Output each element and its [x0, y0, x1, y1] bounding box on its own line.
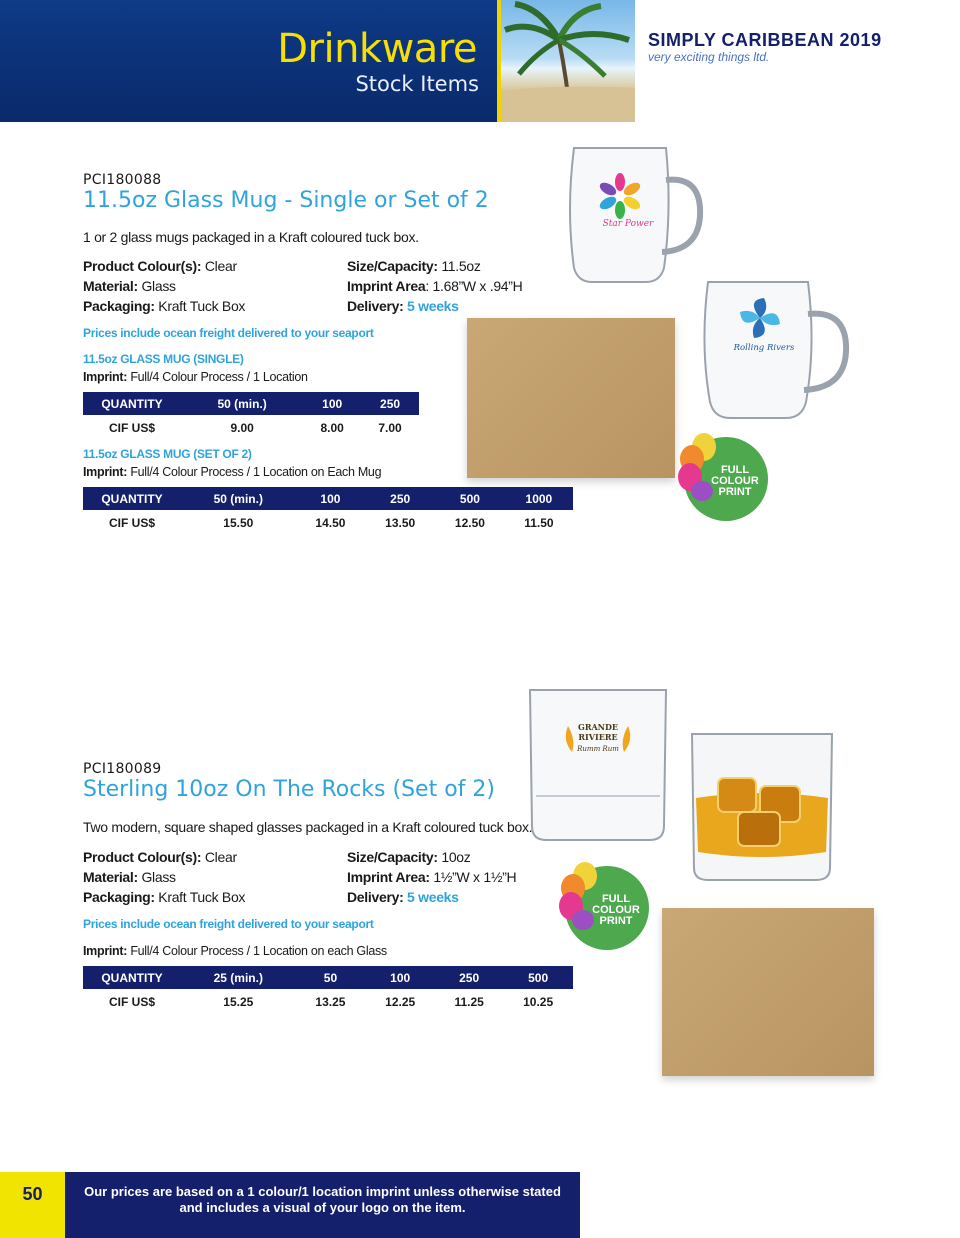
quantity-cell: 25 (min.) [181, 966, 296, 989]
quantity-header: QUANTITY [83, 966, 181, 989]
quantity-cell: 250 [361, 392, 419, 415]
spec-imprint-area: Imprint Area: 1.68”W x .94”H [347, 278, 523, 294]
price-cell: 14.50 [315, 516, 346, 530]
glass-mug-star-power-image [562, 140, 712, 290]
price-row [83, 989, 573, 1015]
quantity-cell: 250 [435, 966, 503, 989]
price-cell: 13.50 [385, 516, 416, 530]
quantity-cell: 500 [435, 487, 505, 510]
brand-name: SIMPLY CARIBBEAN 2019 [648, 30, 882, 50]
product-title: Sterling 10oz On The Rocks (Set of 2) [83, 777, 495, 802]
price-table-heading: 11.5oz GLASS MUG (SET OF 2) [83, 447, 252, 461]
price-cell: 7.00 [378, 421, 402, 435]
page-title: Drinkware [277, 26, 477, 72]
glass-label-line-3: Rumm Rum [577, 745, 619, 753]
spec-colour: Product Colour(s): Clear [83, 258, 237, 274]
footer-line-2: and includes a visual of your logo on the item. [179, 1200, 466, 1215]
spec-packaging: Packaging: Kraft Tuck Box [83, 889, 246, 905]
glass-mug-rolling-rivers-image [698, 274, 858, 426]
full-colour-print-badge [684, 437, 768, 521]
imprint-method: Imprint: Full/4 Colour Process / 1 Location on each Glass [83, 944, 387, 958]
product-title: 11.5oz Glass Mug - Single or Set of 2 [83, 188, 489, 213]
spec-packaging: Packaging: Kraft Tuck Box [83, 298, 246, 314]
mug-label-rolling-rivers: Rolling Rivers [733, 343, 795, 353]
brand-block [635, 0, 960, 122]
price-table-rocks [83, 966, 573, 1015]
page-number: 50 [22, 1184, 43, 1204]
quantity-cell: 500 [503, 966, 573, 989]
price-cell: 12.25 [385, 995, 416, 1009]
price-cell: 9.00 [230, 421, 254, 435]
quantity-cell: 50 (min.) [181, 487, 296, 510]
imprint-method: Imprint: Full/4 Colour Process / 1 Location on Each Mug [83, 465, 382, 479]
freight-note: Prices include ocean freight delivered to your seaport [83, 917, 374, 931]
page-number-block [0, 1172, 65, 1238]
price-table-heading: 11.5oz GLASS MUG (SINGLE) [83, 352, 244, 366]
rocks-glass-logo-image [524, 686, 672, 846]
price-row-label: CIF US$ [108, 421, 155, 435]
product-sku: PCI180089 [83, 761, 162, 777]
imprint-method: Imprint: Full/4 Colour Process / 1 Location [83, 370, 308, 384]
footer-line-1: Our prices are based on a 1 colour/1 location imprint unless otherwise stated [84, 1184, 561, 1199]
header-band [0, 0, 497, 122]
quantity-cell: 50 (min.) [181, 392, 303, 415]
price-row [83, 415, 419, 441]
mug-label-star-power: Star Power [602, 219, 654, 229]
spec-imprint-area: Imprint Area: 1½”W x 1½”H [347, 869, 517, 885]
price-table-set-of-2 [83, 487, 573, 536]
spec-delivery: Delivery: 5 weeks [347, 889, 459, 905]
badge-label: FULL COLOUR PRINT [711, 464, 759, 498]
spec-size: Size/Capacity: 11.5oz [347, 258, 481, 274]
spec-material: Material: Glass [83, 869, 176, 885]
price-cell: 13.25 [315, 995, 346, 1009]
freight-note: Prices include ocean freight delivered to your seaport [83, 326, 374, 340]
spec-size: Size/Capacity: 10oz [347, 849, 471, 865]
quantity-cell: 250 [365, 487, 435, 510]
price-cell: 12.50 [454, 516, 485, 530]
quantity-row [83, 966, 573, 989]
brand-tagline: very exciting things ltd. [648, 50, 770, 64]
quantity-cell: 100 [296, 487, 366, 510]
spec-delivery: Delivery: 5 weeks [347, 298, 459, 314]
quantity-row [83, 392, 419, 415]
footer-note [65, 1184, 580, 1216]
product-description: Two modern, square shaped glasses packaged in a Kraft coloured tuck box. [83, 819, 533, 835]
price-table-single [83, 392, 419, 441]
full-colour-print-badge [565, 866, 649, 950]
glass-label-line-2: RIVIERE [578, 732, 618, 742]
price-cell: 15.50 [223, 516, 254, 530]
price-cell: 10.25 [523, 995, 554, 1009]
price-cell: 11.50 [524, 516, 554, 530]
price-row-label: CIF US$ [108, 995, 155, 1009]
quantity-row [83, 487, 573, 510]
beach-photo [497, 0, 635, 122]
kraft-tuck-box-image [467, 318, 675, 478]
price-cell: 11.25 [454, 995, 484, 1009]
quantity-cell: 1000 [505, 487, 573, 510]
quantity-cell: 50 [296, 966, 366, 989]
price-cell: 8.00 [320, 421, 344, 435]
quantity-header: QUANTITY [83, 392, 181, 415]
price-row-label: CIF US$ [108, 516, 155, 530]
product-sku: PCI180088 [83, 172, 162, 188]
quantity-cell: 100 [365, 966, 435, 989]
quantity-cell: 100 [303, 392, 361, 415]
spec-colour: Product Colour(s): Clear [83, 849, 237, 865]
palm-tree-image [501, 0, 635, 122]
page-subtitle: Stock Items [355, 72, 479, 96]
kraft-tuck-box-image [662, 908, 874, 1076]
quantity-header: QUANTITY [83, 487, 181, 510]
price-cell: 15.25 [223, 995, 254, 1009]
product-description: 1 or 2 glass mugs packaged in a Kraft coloured tuck box. [83, 229, 419, 245]
glass-label-line-1: GRANDE [577, 722, 619, 732]
spec-material: Material: Glass [83, 278, 176, 294]
rocks-glass-whisky-image [686, 728, 838, 884]
badge-label: FULL COLOUR PRINT [592, 893, 640, 927]
price-row [83, 510, 573, 536]
